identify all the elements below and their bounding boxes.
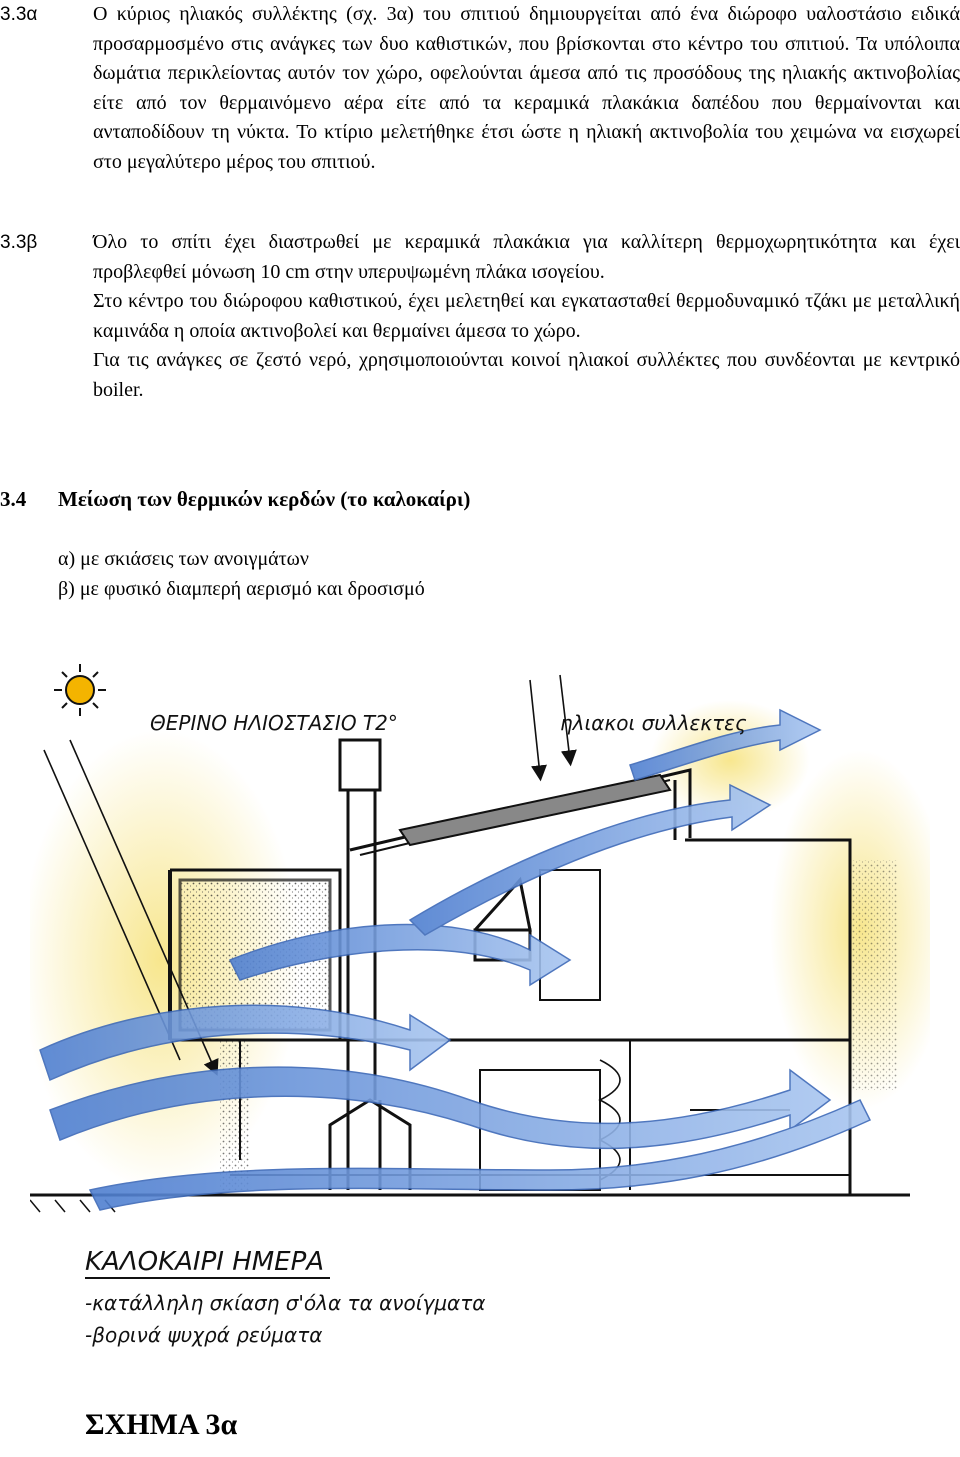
figure-note: -βορινά ψυχρά ρεύματα (85, 1323, 323, 1347)
measures-list (58, 545, 425, 604)
section-3-3b (0, 228, 960, 405)
section-paragraph: Ο κύριος ηλιακός συλλέκτης (σχ. 3α) του σπιτιού δημιουργείται από ένα διώροφο υαλοστάσιο ειδικά προσαρμοσμένο στις ανάγκες των δυο καθιστικών, που βρίσκονται στο κέντρο του σπιτιού. Τα υπόλοιπα δωμάτια περικλείοντας αυτόν τον χώρο, οφελούνται άμεσα από τις προσόδους της ηλιακής ακτινοβολίας είτε από τον θερμαινόμενο αέρα είτε από τα κεραμικά πλακάκια δαπέδου που θερμαίνονται και ανταποδίδουν τη νύκτα. Το κτίριο μελετήθηκε έτσι ώστε η ηλιακή ακτινοβολία του χειμώνα να εισχωρεί στο μεγαλύτερο μέρος του σπιτιού. (93, 3, 960, 173)
list-item: β) με φυσικό διαμπερή αερισμό και δροσισμό (58, 577, 425, 600)
label-solar-collectors: ηλιακοι συλλεκτες (560, 711, 747, 735)
list-item: α) με σκιάσεις των ανοιγμάτων (58, 548, 309, 570)
right-spray (852, 860, 897, 1090)
heading-number: 3.4 (0, 487, 27, 511)
figure-caption: ΣΧΗΜΑ 3α (85, 1408, 238, 1441)
figure-3a (30, 630, 930, 1452)
section-3-3a (0, 0, 960, 177)
house-section-drawing (30, 630, 930, 1452)
heading-text: Μείωση των θερμικών κερδών (το καλοκαίρι) (58, 487, 471, 511)
section-number: 3.3β (0, 232, 38, 253)
section-paragraph: Όλο το σπίτι έχει διαστρωθεί με κεραμικά πλακάκια για καλλίτερη θερμοχωρητικότητα και έχει προβλεφθεί μόνωση 10 cm στην υπερυψωμένη πλάκα ισογείου. (93, 231, 960, 283)
label-summer-day: ΚΑΛΟΚΑΙΡΙ ΗΜΕΡΑ (85, 1247, 325, 1277)
sun-icon (54, 664, 106, 716)
section-number: 3.3α (0, 4, 38, 25)
section-paragraph: Στο κέντρο του διώροφου καθιστικού, έχει μελετηθεί και εγκατασταθεί θερμοδυναμικό τζάκι με μεταλλική καμινάδα η οποία ακτινοβολεί και θερμαίνει άμεσα το χώρο. (93, 290, 960, 342)
figure-note: -κατάλληλη σκίαση σ'όλα τα ανοίγματα (85, 1291, 486, 1315)
section-paragraph: Για τις ανάγκες σε ζεστό νερό, χρησιμοποιούνται κοινοί ηλιακοί συλλέκτες που συνδέονται με κεντρικό boiler. (93, 349, 960, 401)
label-summer-solstice: ΘΕΡΙΝΟ ΗΛΙΟΣΤΑΣΙΟ Τ2° (150, 711, 398, 735)
